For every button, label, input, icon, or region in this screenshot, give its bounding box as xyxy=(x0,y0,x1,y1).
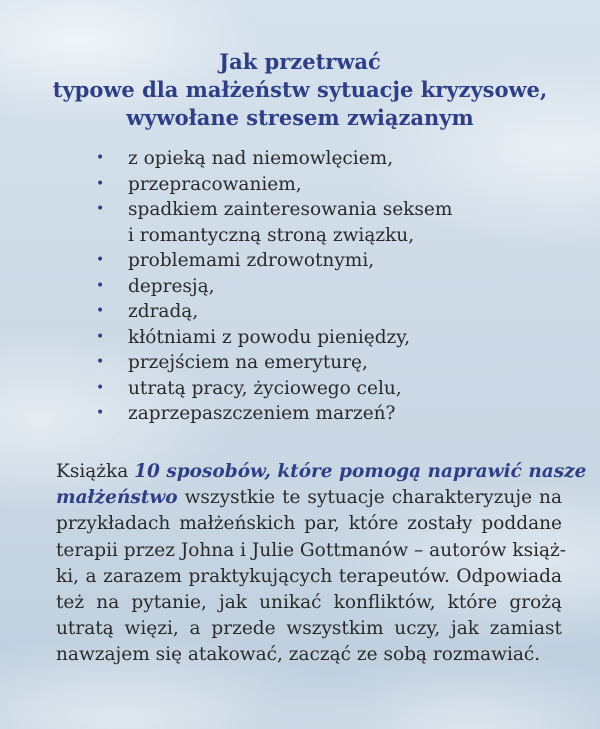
paragraph-line: przykładach małżeńskich par, które zostały poddane xyxy=(56,513,562,535)
bullet-icon: • xyxy=(96,328,105,345)
paragraph-line: też na pytanie, jak unikać konfliktów, które grożą xyxy=(56,592,562,614)
bullet-icon: • xyxy=(96,405,105,421)
list-item xyxy=(96,350,452,376)
list-item xyxy=(96,401,452,427)
bullet-icon: • xyxy=(96,252,105,268)
bullet-icon: • xyxy=(96,175,105,192)
list-item xyxy=(96,172,452,198)
list-item-text: przepracowaniem, xyxy=(128,173,302,195)
paragraph-line: ki, a zarazem praktykujących terapeutów. Odpowiada xyxy=(56,565,562,587)
list-item-text: z opieką nad niemowlęciem, xyxy=(128,148,394,169)
paragraph-line: terapii przez Johna i Julie Gottmanów – autorów książ- xyxy=(56,539,567,561)
list-item-text: depresją, xyxy=(128,275,215,297)
list-item-text-continued: i romantyczną stroną związku, xyxy=(128,224,415,246)
list-item xyxy=(96,325,452,351)
list-item xyxy=(96,197,452,248)
heading-line-3: wywołane stresem związanym xyxy=(126,105,474,130)
paragraph-line: nawzajem się atakować, zacząć ze sobą rozmawiać. xyxy=(56,644,541,666)
list-item-text: kłótniami z powodu pieniędzy, xyxy=(128,326,411,348)
bullet-icon: • xyxy=(96,150,105,166)
list-item-text: problemami zdrowotnymi, xyxy=(128,250,375,271)
cover-heading xyxy=(0,48,600,132)
list-item xyxy=(96,274,452,300)
list-item-text: przejściem na emeryturę, xyxy=(128,352,368,373)
list-item-text: spadkiem zainteresowania seksem xyxy=(128,199,453,220)
list-item xyxy=(96,146,452,172)
list-item xyxy=(96,299,452,325)
bullet-icon: • xyxy=(96,354,105,370)
bullet-icon: • xyxy=(96,379,105,396)
book-title: małżeństwo xyxy=(56,487,178,509)
bullet-icon: • xyxy=(96,277,105,294)
heading-line-2: typowe dla małżeństw sytuacje kryzysowe, xyxy=(52,77,548,102)
list-item-text: zdradą, xyxy=(128,301,199,322)
bullet-icon: • xyxy=(96,303,105,319)
paragraph-line: utratą więzi, a przede wszystkim uczy, jak zamiast xyxy=(56,618,562,640)
paragraph-text: wszystkie te sytuacje charakteryzuje na xyxy=(184,487,562,509)
list-item-text: utratą pracy, życiowego celu, xyxy=(128,377,402,399)
crisis-list xyxy=(96,146,452,427)
paragraph-line xyxy=(56,459,587,485)
list-item xyxy=(96,248,452,274)
paragraph-line xyxy=(56,485,562,511)
heading-line-1: Jak przetrwać xyxy=(219,49,381,74)
list-item-text: zaprzepaszczeniem marzeń? xyxy=(128,403,396,424)
description-paragraph xyxy=(56,459,587,669)
paragraph-text: Książka xyxy=(56,461,129,482)
book-title: 10 sposobów, które pomogą naprawić nasze xyxy=(134,461,587,482)
list-item xyxy=(96,376,452,402)
bullet-icon: • xyxy=(96,201,105,217)
